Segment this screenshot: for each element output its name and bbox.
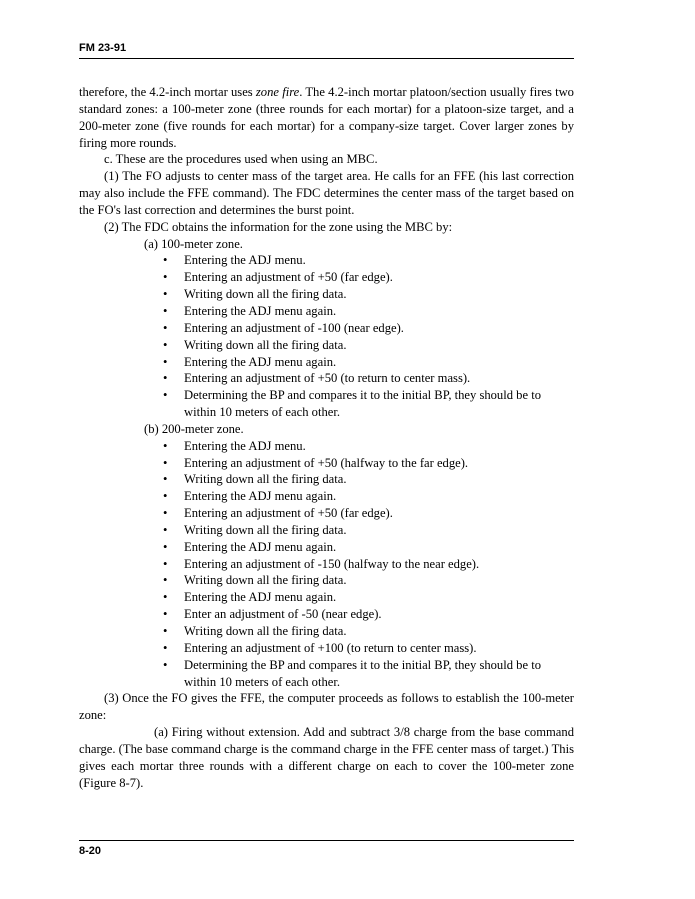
list-item: • Entering the ADJ menu. <box>184 252 574 269</box>
list-item: • Writing down all the firing data. <box>184 337 574 354</box>
list-item: • Entering an adjustment of -100 (near edge). <box>184 320 574 337</box>
list-item: • Entering an adjustment of +100 (to return to center mass). <box>184 640 574 657</box>
page-body <box>79 84 574 791</box>
zone-fire-term: zone fire <box>255 85 300 99</box>
list-item: • Entering the ADJ menu again. <box>184 303 574 320</box>
subparagraph-a-label: (a) 100-meter zone. <box>144 236 243 251</box>
paragraph-c: c. These are the procedures used when using an MBC. <box>104 152 378 167</box>
footer-rule <box>79 840 574 841</box>
list-item: • Determining the BP and compares it to the initial BP, they should be to within 10 meters of each other. <box>184 657 574 691</box>
list-item: • Writing down all the firing data. <box>184 572 574 589</box>
list-item: • Writing down all the firing data. <box>184 522 574 539</box>
paragraph-3: (3) Once the FO gives the FFE, the computer proceeds as follows to establish the 100-meter zone: <box>79 691 574 723</box>
paragraph-1: (1) The FO adjusts to center mass of the target area. He calls for an FFE (his last correction may also include the FFE command). The FDC determines the center mass of the target based on the FO's last correction and determines the burst point. <box>79 169 574 217</box>
list-item: • Determining the BP and compares it to the initial BP, they should be to within 10 meters of each other. <box>184 387 574 421</box>
list-item: • Entering the ADJ menu again. <box>184 589 574 606</box>
list-item: • Entering an adjustment of +50 (halfway to the far edge). <box>184 455 574 472</box>
intro-text-end: . The 4.2-inch mortar platoon/section usually fires two standard zones: a 100-meter zone (three rounds for each mortar) for a platoon-size target, and a 200-meter zone (five rounds for each mortar) for a company-size target. Cover larger zones by firing more rounds. <box>79 85 574 150</box>
list-item: • Entering an adjustment of +50 (far edge). <box>184 505 574 522</box>
intro-text-start: therefore, the 4.2-inch mortar uses <box>79 85 256 99</box>
list-item: • Writing down all the firing data. <box>184 623 574 640</box>
subparagraph-a-list <box>79 252 574 420</box>
list-item: • Enter an adjustment of -50 (near edge). <box>184 606 574 623</box>
paragraph-3a: (a) Firing without extension. Add and subtract 3/8 charge from the base command charge. (The base command charge is the command charge in the FFE center mass of target.) This gives each mortar three rounds with a different charge on each to cover the 100-meter zone (Figure 8-7). <box>79 725 574 790</box>
list-item: • Entering the ADJ menu again. <box>184 354 574 371</box>
list-item: • Entering the ADJ menu again. <box>184 488 574 505</box>
subparagraph-b-list <box>79 438 574 691</box>
page-number: 8-20 <box>79 845 102 857</box>
list-item: • Writing down all the firing data. <box>184 471 574 488</box>
subparagraph-b-label: (b) 200-meter zone. <box>144 421 244 436</box>
list-item: • Entering an adjustment of +50 (far edge). <box>184 269 574 286</box>
intro-paragraph <box>79 84 574 151</box>
list-item: • Entering the ADJ menu. <box>184 438 574 455</box>
list-item: • Entering an adjustment of -150 (halfway to the near edge). <box>184 556 574 573</box>
header-rule <box>79 58 574 59</box>
running-header: FM 23-91 <box>79 42 127 54</box>
list-item: • Writing down all the firing data. <box>184 286 574 303</box>
list-item: • Entering an adjustment of +50 (to return to center mass). <box>184 370 574 387</box>
paragraph-2: (2) The FDC obtains the information for the zone using the MBC by: <box>104 219 453 234</box>
list-item: • Entering the ADJ menu again. <box>184 539 574 556</box>
